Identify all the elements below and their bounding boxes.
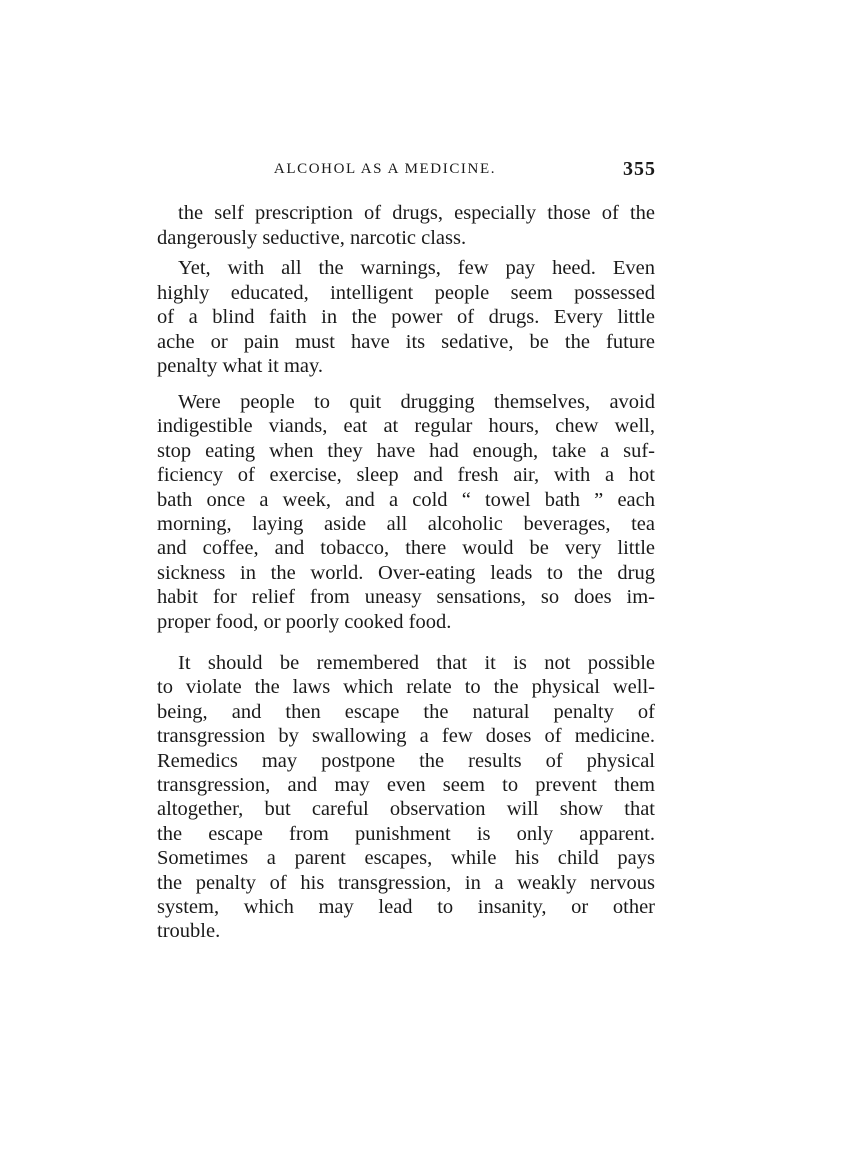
text-line: stop eating when they have had enough, take a suf- xyxy=(157,439,655,462)
text-line: and coffee, and tobacco, there would be very little xyxy=(157,537,655,560)
text-line: the escape from punishment is only apparent. xyxy=(157,822,655,845)
text-line: ficiency of exercise, sleep and fresh air, with a hot xyxy=(157,464,655,487)
text-line: morning, laying aside all alcoholic beverages, tea xyxy=(157,513,655,535)
text-line: penalty what it may. xyxy=(157,355,324,378)
text-line: proper food, or poorly cooked food. xyxy=(157,610,452,633)
text-line: Yet, with all the warnings, few pay heed. Even xyxy=(178,257,655,279)
text-line: highly educated, intelligent people seem possessed xyxy=(157,281,655,304)
text-line: being, and then escape the natural penalty of xyxy=(157,700,655,723)
text-line: the self prescription of drugs, especially those of the xyxy=(178,202,655,224)
text-line: the penalty of his transgression, in a weakly nervous xyxy=(157,871,655,894)
text-line: bath once a week, and a cold “ towel bath ” each xyxy=(157,488,655,511)
text-line: of a blind faith in the power of drugs. Every little xyxy=(157,306,655,329)
text-line: transgression, and may even seem to prevent them xyxy=(157,774,655,796)
page-number: 355 xyxy=(623,158,656,180)
text-line: ache or pain must have its sedative, be the future xyxy=(157,330,655,353)
text-line: Remedics may postpone the results of physical xyxy=(157,749,655,772)
text-line: dangerously seductive, narcotic class. xyxy=(157,226,467,249)
text-line: Sometimes a parent escapes, while his child pays xyxy=(157,847,655,870)
text-line: to violate the laws which relate to the physical well- xyxy=(157,676,655,699)
text-line: sickness in the world. Over-eating leads to the drug xyxy=(157,561,655,584)
text-line: Were people to quit drugging themselves, avoid xyxy=(178,391,655,413)
text-line: transgression by swallowing a few doses of medicine. xyxy=(157,725,655,748)
text-line: indigestible viands, eat at regular hours, chew well, xyxy=(157,415,655,438)
text-line: system, which may lead to insanity, or other xyxy=(157,896,655,918)
text-line: altogether, but careful observation will show that xyxy=(157,798,655,821)
text-line: habit for relief from uneasy sensations, so does im- xyxy=(157,586,655,609)
text-line: trouble. xyxy=(157,920,221,943)
running-title: ALCOHOL AS A MEDICINE. xyxy=(273,161,497,177)
text-line: It should be remembered that it is not possible xyxy=(178,652,655,674)
